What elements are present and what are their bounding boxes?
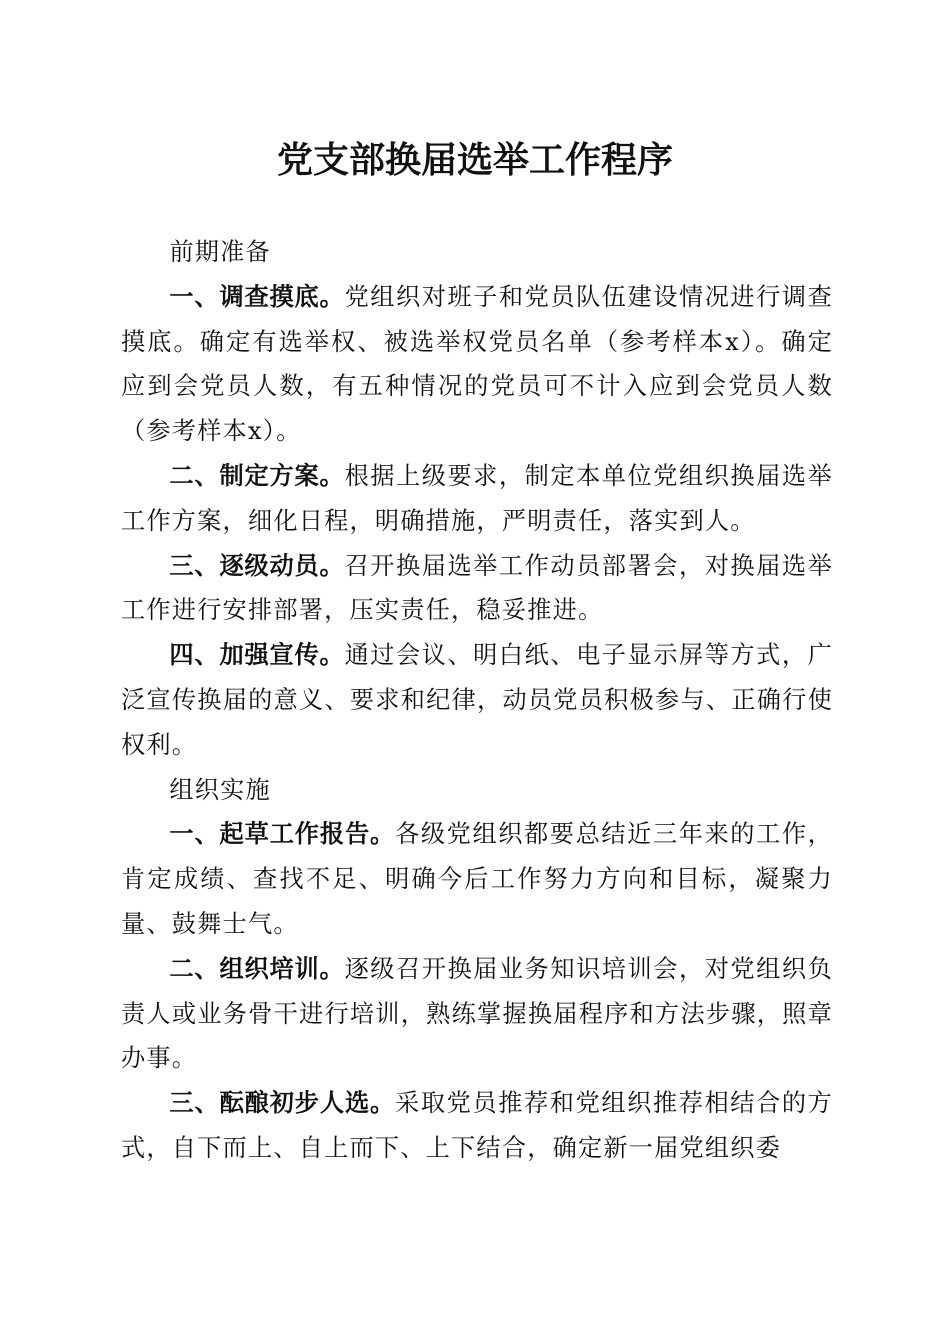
- paragraph: [121, 544, 833, 634]
- paragraph-text: 召开换届选举工作动员部署会，对换届选举工作进行安排部署，压实责任，稳妥推进。: [121, 551, 833, 625]
- paragraph-lead: 三、逐级动员。: [169, 551, 345, 580]
- paragraph: [121, 947, 833, 1081]
- paragraph-text: 逐级召开换届业务知识培训会，对党组织负责人或业务骨干进行培训，熟练掌握换届程序和方法步骤，照章办事。: [121, 954, 833, 1073]
- paragraph-text: 各级党组织都要总结近三年来的工作，肯定成绩、查找不足、明确今后工作努力方向和目标，凝聚力量、鼓舞士气。: [121, 820, 833, 938]
- paragraph-text: 采取党员推荐和党组织推荐相结合的方式，自下而上、自上而下、上下结合，确定新一届党组织委: [121, 1089, 833, 1162]
- section-heading: 组织实施: [169, 775, 271, 804]
- paragraph: [121, 633, 833, 767]
- paragraph-lead: 二、制定方案。: [169, 461, 345, 490]
- section-heading: 前期准备: [169, 238, 271, 266]
- paragraph-lead: 二、组织培训。: [169, 954, 345, 983]
- paragraph-text: 通过会议、明白纸、电子显示屏等方式，广泛宣传换届的意义、要求和纪律，动员党员积极参与、正确行使权利。: [121, 641, 833, 759]
- paragraph-lead: 三、酝酿初步人选。: [169, 1089, 396, 1118]
- document-title: 党支部换届选举工作程序: [276, 139, 673, 181]
- paragraph-lead: 一、起草工作报告。: [169, 820, 396, 849]
- paragraph-text: 根据上级要求，制定本单位党组织换届选举工作方案，细化日程，明确措施，严明责任，落实到人。: [121, 461, 833, 535]
- paragraph-lead: 一、调查摸底。: [169, 282, 345, 311]
- paragraph: [121, 275, 833, 454]
- paragraph-lead: 四、加强宣传。: [169, 641, 345, 670]
- paragraph: [121, 1081, 833, 1171]
- paragraph-text: 党组织对班子和党员队伍建设情况进行调查摸底。确定有选举权、被选举权党员名单（参考样本x）。确定应到会党员人数，有五种情况的党员可不计入应到会党员人数（参考样本x）。: [121, 282, 833, 446]
- document-body: [121, 230, 833, 1171]
- paragraph: [121, 454, 833, 544]
- paragraph: [121, 812, 833, 946]
